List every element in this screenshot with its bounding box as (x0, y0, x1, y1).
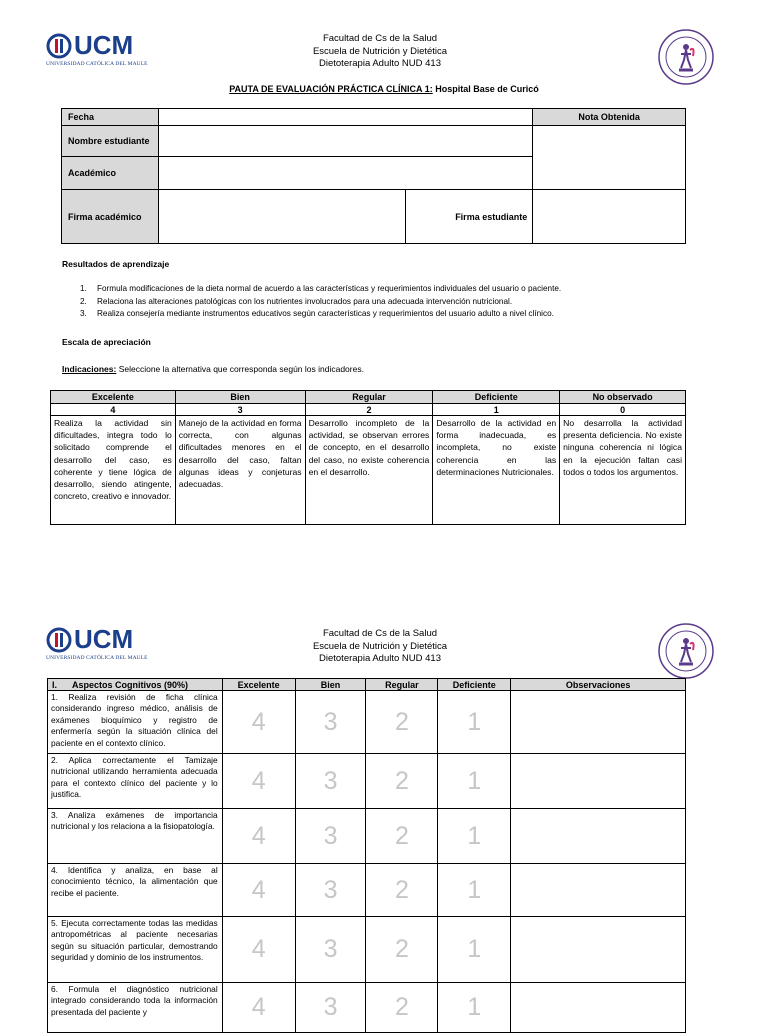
score-option-3[interactable]: 3 (295, 691, 366, 754)
scale-header-regular: Regular (305, 391, 433, 404)
score-option-2[interactable]: 2 (366, 809, 438, 864)
scale-description: No desarrolla la actividad presenta deficiencia. No existe ninguna coherencia ni lógica en la ejecución faltan casi todos o todos los argumentos. (560, 416, 686, 525)
student-info-table (61, 108, 686, 244)
table-row (48, 754, 686, 809)
observations-field[interactable] (511, 691, 686, 754)
list-item: 2. Relaciona las alteraciones patológicas con los nutrientes involucrados para una adecuada intervención nutricional. (80, 296, 513, 306)
score-option-2[interactable]: 2 (366, 754, 438, 809)
criterion-text: 1. Realiza revisión de ficha clínica considerando ingreso médico, análisis de exámenes bioquímico y registro de enfermería según la situación clínica del paciente en el contexto clínico. (48, 691, 223, 754)
col-observaciones: Observaciones (511, 679, 686, 691)
ucm-logo (46, 30, 148, 67)
score-option-4[interactable]: 4 (222, 691, 295, 754)
scale-description: Desarrollo incompleto de la actividad, se observan errores de concepto, en el desarrollo del caso, no existe coherencia en el desarrollo. (305, 416, 433, 525)
criterion-text: 2. Aplica correctamente el Tamizaje nutricional utilizando herramienta adecuada para el contexto clínico del paciente y lo justifica. (48, 754, 223, 809)
page-gap (0, 560, 768, 610)
score-option-4[interactable]: 4 (222, 754, 295, 809)
observations-field[interactable] (511, 809, 686, 864)
table-row (48, 809, 686, 864)
score-option-4[interactable]: 4 (222, 917, 295, 983)
cognitive-aspects-table (47, 678, 686, 1033)
faculty-name: Facultad de Cs de la Salud (322, 628, 438, 639)
fecha-label: Fecha (62, 109, 159, 126)
document-header (230, 33, 530, 71)
score-option-1[interactable]: 1 (438, 983, 511, 1033)
logo-text: UCM (74, 624, 134, 654)
rating-scale-table (50, 390, 686, 525)
list-item: 3. Realiza consejería mediante instrumentos educativos según características y requerimientos del usuario adulto a nivel clínico. (80, 309, 554, 319)
nombre-label: Nombre estudiante (62, 126, 159, 157)
document-header (230, 628, 530, 666)
criterion-text: 3. Analiza exámenes de importancia nutricional y los relaciona a la fisiopatología. (48, 809, 223, 864)
col-regular: Regular (366, 679, 438, 691)
faculty-name: Facultad de Cs de la Salud (322, 33, 438, 44)
page-2 (0, 610, 768, 1024)
nota-label: Nota Obtenida (533, 109, 686, 126)
score-option-3[interactable]: 3 (295, 864, 366, 917)
observations-field[interactable] (511, 917, 686, 983)
academico-label: Académico (62, 157, 159, 190)
score-option-1[interactable]: 1 (438, 809, 511, 864)
criterion-text: 5. Ejecuta correctamente todas las medidas antropométricas al paciente necesarias según su situación particular, demostrando seguridad y dominio de los instrumentos. (48, 917, 223, 983)
academico-field[interactable] (158, 157, 532, 190)
evaluation-title (0, 84, 768, 94)
col-deficiente: Deficiente (438, 679, 511, 691)
ucm-emblem-icon (46, 626, 72, 654)
scale-header-excelente: Excelente (51, 391, 176, 404)
score-option-4[interactable]: 4 (222, 864, 295, 917)
scale-description: Manejo de la actividad en forma correcta, con algunas dificultades menores en el desarrollo del caso, faltan algunas ideas y conjeturas adecuadas. (175, 416, 305, 525)
logo-subtext: UNIVERSIDAD CATÓLICA DEL MAULE (46, 61, 148, 67)
nota-field[interactable] (533, 126, 686, 190)
nutrition-school-seal-icon (657, 28, 715, 86)
indications-label: Indicaciones: (62, 364, 117, 374)
firma-academico-label: Firma académico (62, 190, 159, 244)
col-excelente: Excelente (222, 679, 295, 691)
title-place: Hospital Base de Curicó (435, 84, 539, 94)
scale-header-no-observado: No observado (560, 391, 686, 404)
observations-field[interactable] (511, 754, 686, 809)
learning-outcomes-list (80, 283, 561, 321)
logo-subtext: UNIVERSIDAD CATÓLICA DEL MAULE (46, 655, 148, 661)
scale-score: 0 (560, 404, 686, 416)
title-main: PAUTA DE EVALUACIÓN PRÁCTICA CLÍNICA 1: (229, 84, 433, 94)
scale-header-deficiente: Deficiente (433, 391, 560, 404)
scale-description: Desarrollo de la actividad en forma inadecuada, es incompleta, no existe coherencia en las determinaciones Nutricionales. (433, 416, 560, 525)
indications-text: Seleccione la alternativa que corresponda según los indicadores. (118, 364, 364, 374)
score-option-1[interactable]: 1 (438, 754, 511, 809)
cognitive-section-header: I. Aspectos Cognitivos (90%) (48, 679, 223, 691)
list-item: 1. Formula modificaciones de la dieta normal de acuerdo a las características y requerimientos individuales del usuario o paciente. (80, 284, 562, 293)
firma-estudiante-field[interactable] (533, 190, 686, 244)
firma-estudiante-label: Firma estudiante (406, 190, 533, 244)
firma-academico-field[interactable] (158, 190, 405, 244)
score-option-1[interactable]: 1 (438, 691, 511, 754)
nombre-field[interactable] (158, 126, 532, 157)
score-option-3[interactable]: 3 (295, 983, 366, 1033)
logo-text: UCM (74, 30, 134, 60)
score-option-2[interactable]: 2 (366, 917, 438, 983)
criterion-text: 4. Identifica y analiza, en base al conocimiento técnico, la alimentación que recibe el paciente. (48, 864, 223, 917)
nutrition-school-seal-icon (657, 622, 715, 680)
observations-field[interactable] (511, 983, 686, 1033)
observations-field[interactable] (511, 864, 686, 917)
scale-description: Realiza la actividad sin dificultades, integra todo lo solicitado comprende el desarrollo del caso, es coherente y tiene lógica de desarrollo, siendo atingente, concreto, creativo e innovador. (51, 416, 176, 525)
score-option-2[interactable]: 2 (366, 691, 438, 754)
table-row (48, 983, 686, 1033)
score-option-3[interactable]: 3 (295, 809, 366, 864)
score-option-4[interactable]: 4 (222, 983, 295, 1033)
scale-score: 2 (305, 404, 433, 416)
score-option-3[interactable]: 3 (295, 917, 366, 983)
score-option-4[interactable]: 4 (222, 809, 295, 864)
ucm-logo (46, 624, 148, 661)
scale-score: 3 (175, 404, 305, 416)
score-option-2[interactable]: 2 (366, 864, 438, 917)
scale-heading: Escala de apreciación (62, 337, 151, 347)
col-bien: Bien (295, 679, 366, 691)
learning-heading: Resultados de aprendizaje (62, 259, 170, 269)
scale-score: 1 (433, 404, 560, 416)
table-row (48, 691, 686, 754)
score-option-2[interactable]: 2 (366, 983, 438, 1033)
fecha-field[interactable] (158, 109, 532, 126)
scale-header-bien: Bien (175, 391, 305, 404)
criterion-text: 6. Formula el diagnóstico nutricional integrado considerando toda la información presentada del paciente y (48, 983, 223, 1033)
score-option-3[interactable]: 3 (295, 754, 366, 809)
table-row (48, 864, 686, 917)
course-name: Dietoterapia Adulto NUD 413 (319, 58, 441, 70)
course-name: Dietoterapia Adulto NUD 413 (319, 653, 441, 665)
scale-score: 4 (51, 404, 176, 416)
ucm-emblem-icon (46, 32, 72, 60)
school-name: Escuela de Nutrición y Dietética (312, 45, 448, 57)
indications (62, 364, 364, 374)
score-option-1[interactable]: 1 (438, 864, 511, 917)
score-option-1[interactable]: 1 (438, 917, 511, 983)
table-row (48, 917, 686, 983)
school-name: Escuela de Nutrición y Dietética (312, 640, 448, 652)
